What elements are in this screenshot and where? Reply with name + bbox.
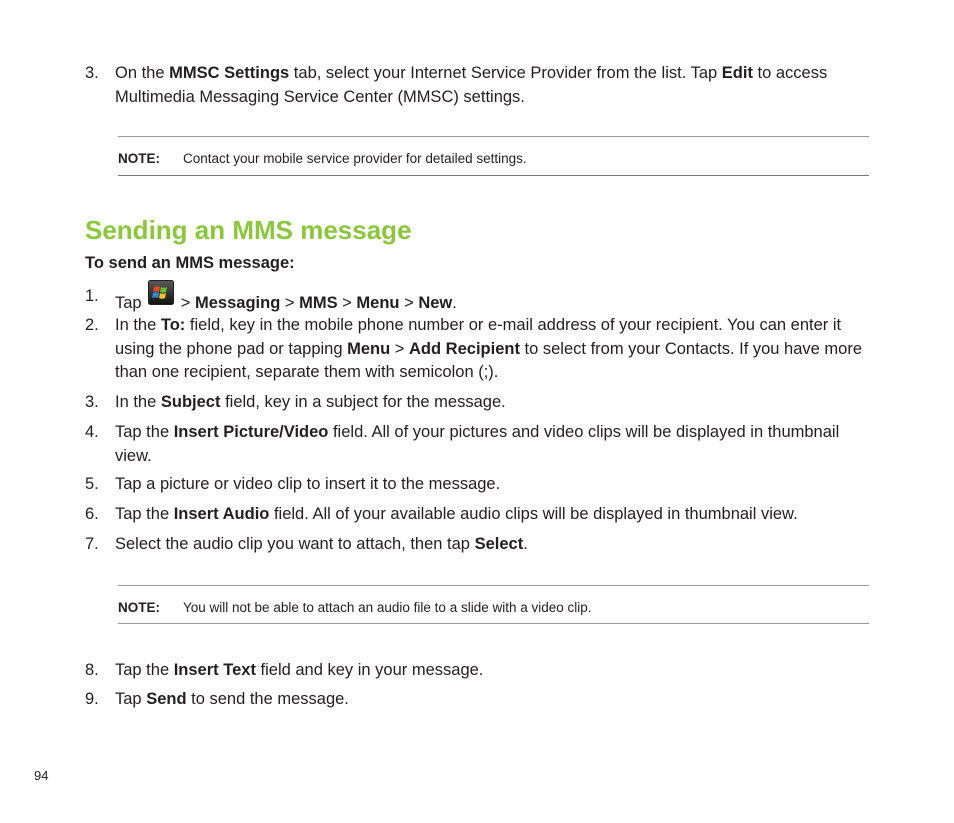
step-text: Tap > Messaging > MMS > Menu > New.: [115, 285, 870, 316]
step-7: [85, 533, 870, 557]
note-divider: [118, 175, 869, 176]
note-label: NOTE:: [118, 600, 160, 615]
mmsc-settings-term: MMSC Settings: [169, 64, 290, 82]
step-8: [85, 659, 870, 683]
step-2: [85, 314, 870, 385]
step-text: Tap the Insert Audio field. All of your available audio clips will be displayed in thumbnail view.: [115, 505, 798, 523]
note-box-1: [118, 136, 869, 176]
step-number: 4.: [85, 423, 99, 441]
step-number: 7.: [85, 535, 99, 553]
step-6: [85, 503, 870, 527]
procedure-title: To send an MMS message:: [85, 254, 295, 272]
section-heading: Sending an MMS message: [85, 215, 412, 245]
step-text: In the To: field, key in the mobile phone number or e-mail address of your recipient. You can enter it using the phone pad or tapping Menu > Add Recipient to select from your Contacts. If you have more than one recipient, separate them with semicolon (;).: [115, 316, 863, 381]
step-number: 8.: [85, 661, 99, 679]
step-text: Tap the Insert Picture/Video field. All of your pictures and video clips will be displayed in thumbnail view.: [115, 423, 840, 465]
step-3: [85, 391, 870, 415]
edit-term: Edit: [721, 64, 753, 82]
step-9: [85, 688, 870, 712]
step-text: On the MMSC Settings tab, select your Internet Service Provider from the list. Tap Edit to access Multimedia Messaging Service Center (MMSC) settings.: [115, 64, 828, 106]
step-number: 9.: [85, 690, 99, 708]
step-text: In the Subject field, key in a subject for the message.: [115, 393, 506, 411]
step-text: Select the audio clip you want to attach, then tap Select.: [115, 535, 528, 553]
note-text: You will not be able to attach an audio file to a slide with a video clip.: [183, 600, 592, 615]
step-text: Tap the Insert Text field and key in your message.: [115, 661, 484, 679]
step-number: 3.: [85, 64, 99, 82]
step-number: 6.: [85, 505, 99, 523]
step-4: [85, 421, 870, 468]
step-1: [85, 285, 870, 316]
step-number: 5.: [85, 475, 99, 493]
step-number: 3.: [85, 393, 99, 411]
note-text: Contact your mobile service provider for detailed settings.: [183, 151, 527, 166]
step-text: Tap a picture or video clip to insert it to the message.: [115, 475, 501, 493]
step-number: 2.: [85, 316, 99, 334]
note-box-2: [118, 585, 869, 624]
note-label: NOTE:: [118, 151, 160, 166]
step-text: Tap Send to send the message.: [115, 690, 349, 708]
windows-start-icon: [148, 280, 174, 305]
step-5: [85, 473, 870, 497]
note-divider: [118, 623, 869, 624]
page-number: 94: [34, 768, 49, 783]
step-number: 1.: [85, 287, 99, 305]
intro-step: [85, 62, 870, 109]
